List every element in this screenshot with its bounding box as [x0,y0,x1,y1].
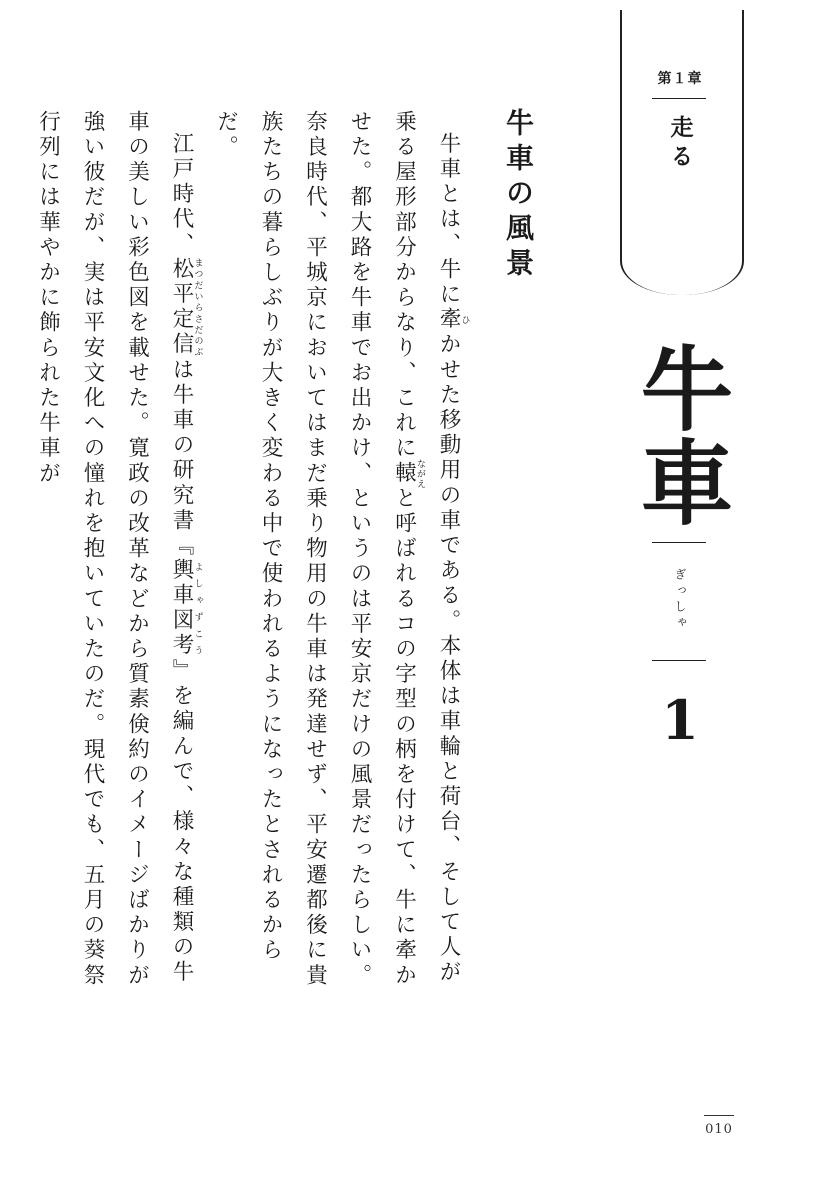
folio-rule [704,1115,734,1116]
chapter-label: 第１章 [657,71,703,87]
p1-text-c: と呼ばれるコの字型の柄を付けて、牛に牽かせた。都大路を牛車でお出かけ、というのは平安京だけの風景だったらしい。奈良時代、平城京においてはまだ乗り物用の牛車は発達せず、平安遷都後に貴族たちの暮らしぶりが大きく変わる中で使われるようになったとされるからだ。 [213,110,417,989]
section-heading: 牛車の風景 [502,108,535,283]
ruby-base: 輿車図考 [169,558,194,659]
ruby-base: 松平定信 [169,257,194,358]
chapter-title-text: 走る [666,115,693,173]
entry-number: 1 [661,688,699,752]
chapter-rule [652,98,706,99]
ruby-matsudaira [169,257,203,358]
ruby-base: 轅 [391,458,417,489]
p2-text-c: 』を編んで、様々な種類の牛車の美しい彩色図を載せた。寛政の改革などから質素倹約のイメージばかりが強い彼だが、実は平安文化への憧れを抱いていたのだ。現代でも、五月の葵祭行列には華やかに飾られた牛車が [35,110,194,989]
p1-text-b: かせた移動用の車である。本体は車輪と荷台、そして人が乗る屋形部分からなり、これに [391,110,461,985]
ruby-text: まつだいらさだのぶ [192,257,203,358]
ruby-hiku [436,307,470,333]
reading-rule-bottom [652,660,706,661]
ruby-text: ひ [459,307,470,333]
page-number: 010 [705,1122,733,1137]
ruby-text: ながえ [415,458,425,489]
ruby-base: 牽 [436,307,461,333]
ruby-nagae [391,458,425,489]
entry-title: 牛車 [626,341,734,529]
entry-reading: ぎっしゃ [673,568,687,632]
paragraph-2 [25,110,203,990]
p2-text-a: 江戸時代、 [169,131,194,257]
p2-text-b: は牛車の研究書『 [169,357,194,559]
p1-text-a: 牛車とは、牛に [436,131,461,308]
reading-rule-top [652,542,706,543]
ruby-yoshazukou [169,558,203,659]
body-text [35,110,470,990]
ruby-text: よしゃずこう [192,558,203,659]
paragraph-1 [203,110,470,990]
chapter-title [620,115,740,185]
